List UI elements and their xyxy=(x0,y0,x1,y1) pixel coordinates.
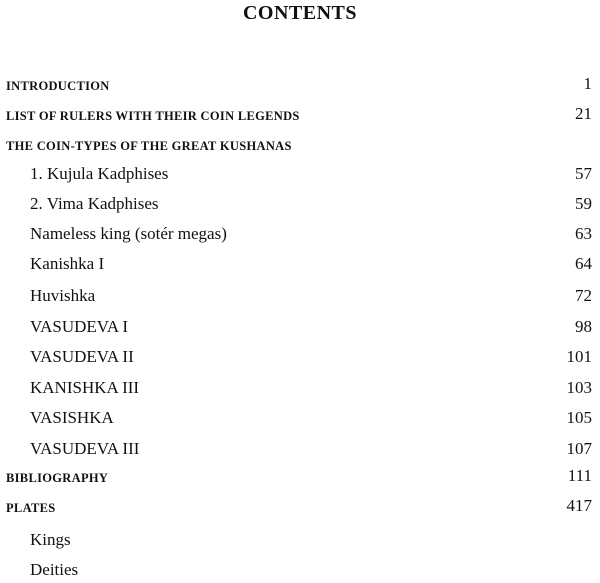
toc-entry-deities[interactable] xyxy=(0,556,596,580)
toc-entry-list-of-rulers[interactable] xyxy=(0,100,596,124)
toc-entry-label: Nameless king (sotér megas) xyxy=(30,224,227,243)
toc-entry-vasishka[interactable] xyxy=(0,404,596,428)
toc-entry-label: VASUDEVA I xyxy=(30,317,129,336)
toc-entry-vasudeva-ii[interactable] xyxy=(0,343,596,367)
toc-entry-page: 64 xyxy=(575,254,592,273)
toc-entry-page: 103 xyxy=(566,378,592,397)
toc-entry-introduction[interactable] xyxy=(0,70,596,94)
toc-entry-label: 1. Kujula Kadphises xyxy=(30,164,169,183)
toc-entry-plates[interactable] xyxy=(0,492,596,516)
toc-entry-label: Kanishka I xyxy=(30,254,105,273)
toc-entry-page: 417 xyxy=(566,496,592,515)
toc-entry-label: VASUDEVA III xyxy=(30,439,140,458)
toc-entry-label: 2. Vima Kadphises xyxy=(30,194,159,213)
toc-entry-coin-types[interactable] xyxy=(0,130,596,154)
toc-entry-page: 107 xyxy=(566,439,592,458)
toc-entry-bibliography[interactable] xyxy=(0,462,596,486)
toc-entry-label: KANISHKA III xyxy=(30,378,140,397)
toc-entry-label: PLATES xyxy=(6,501,56,515)
toc-entry-page: 1 xyxy=(583,74,592,93)
toc-entry-kanishka-iii[interactable] xyxy=(0,374,596,398)
toc-entry-vasudeva-iii[interactable] xyxy=(0,435,596,459)
toc-entry-kanishka-i[interactable] xyxy=(0,250,596,274)
toc-entry-page: 72 xyxy=(575,286,592,305)
toc-entry-huvishka[interactable] xyxy=(0,282,596,306)
toc-entry-page: 98 xyxy=(575,317,592,336)
toc-entry-page: 21 xyxy=(575,104,592,123)
toc-entry-page: 57 xyxy=(575,164,592,183)
toc-entry-kujula-kadphises[interactable] xyxy=(0,160,596,184)
toc-entry-label: Deities xyxy=(30,560,79,579)
toc-entry-vima-kadphises[interactable] xyxy=(0,190,596,214)
toc-entry-kings[interactable] xyxy=(0,526,596,550)
toc-entry-page: 101 xyxy=(566,347,592,366)
toc-entry-label: Huvishka xyxy=(30,286,96,305)
page-title: CONTENTS xyxy=(242,2,358,24)
toc-entry-page: 59 xyxy=(575,194,592,213)
toc-entry-nameless-king[interactable] xyxy=(0,220,596,244)
toc-entry-page: 63 xyxy=(575,224,592,243)
toc-entry-label: VASISHKA xyxy=(30,408,114,427)
toc-entry-page: 111 xyxy=(567,466,592,485)
toc-entry-label: LIST OF RULERS WITH THEIR COIN LEGENDS xyxy=(6,109,300,123)
toc-entry-page: 105 xyxy=(566,408,592,427)
toc-entry-label: VASUDEVA II xyxy=(30,347,134,366)
toc-entry-label: Kings xyxy=(30,530,71,549)
toc-entry-label: INTRODUCTION xyxy=(6,79,110,93)
toc-entry-label: THE COIN-TYPES OF THE GREAT KUSHANAS xyxy=(6,139,292,153)
toc-entry-label: BIBLIOGRAPHY xyxy=(6,471,109,485)
toc-entry-vasudeva-i[interactable] xyxy=(0,313,596,337)
